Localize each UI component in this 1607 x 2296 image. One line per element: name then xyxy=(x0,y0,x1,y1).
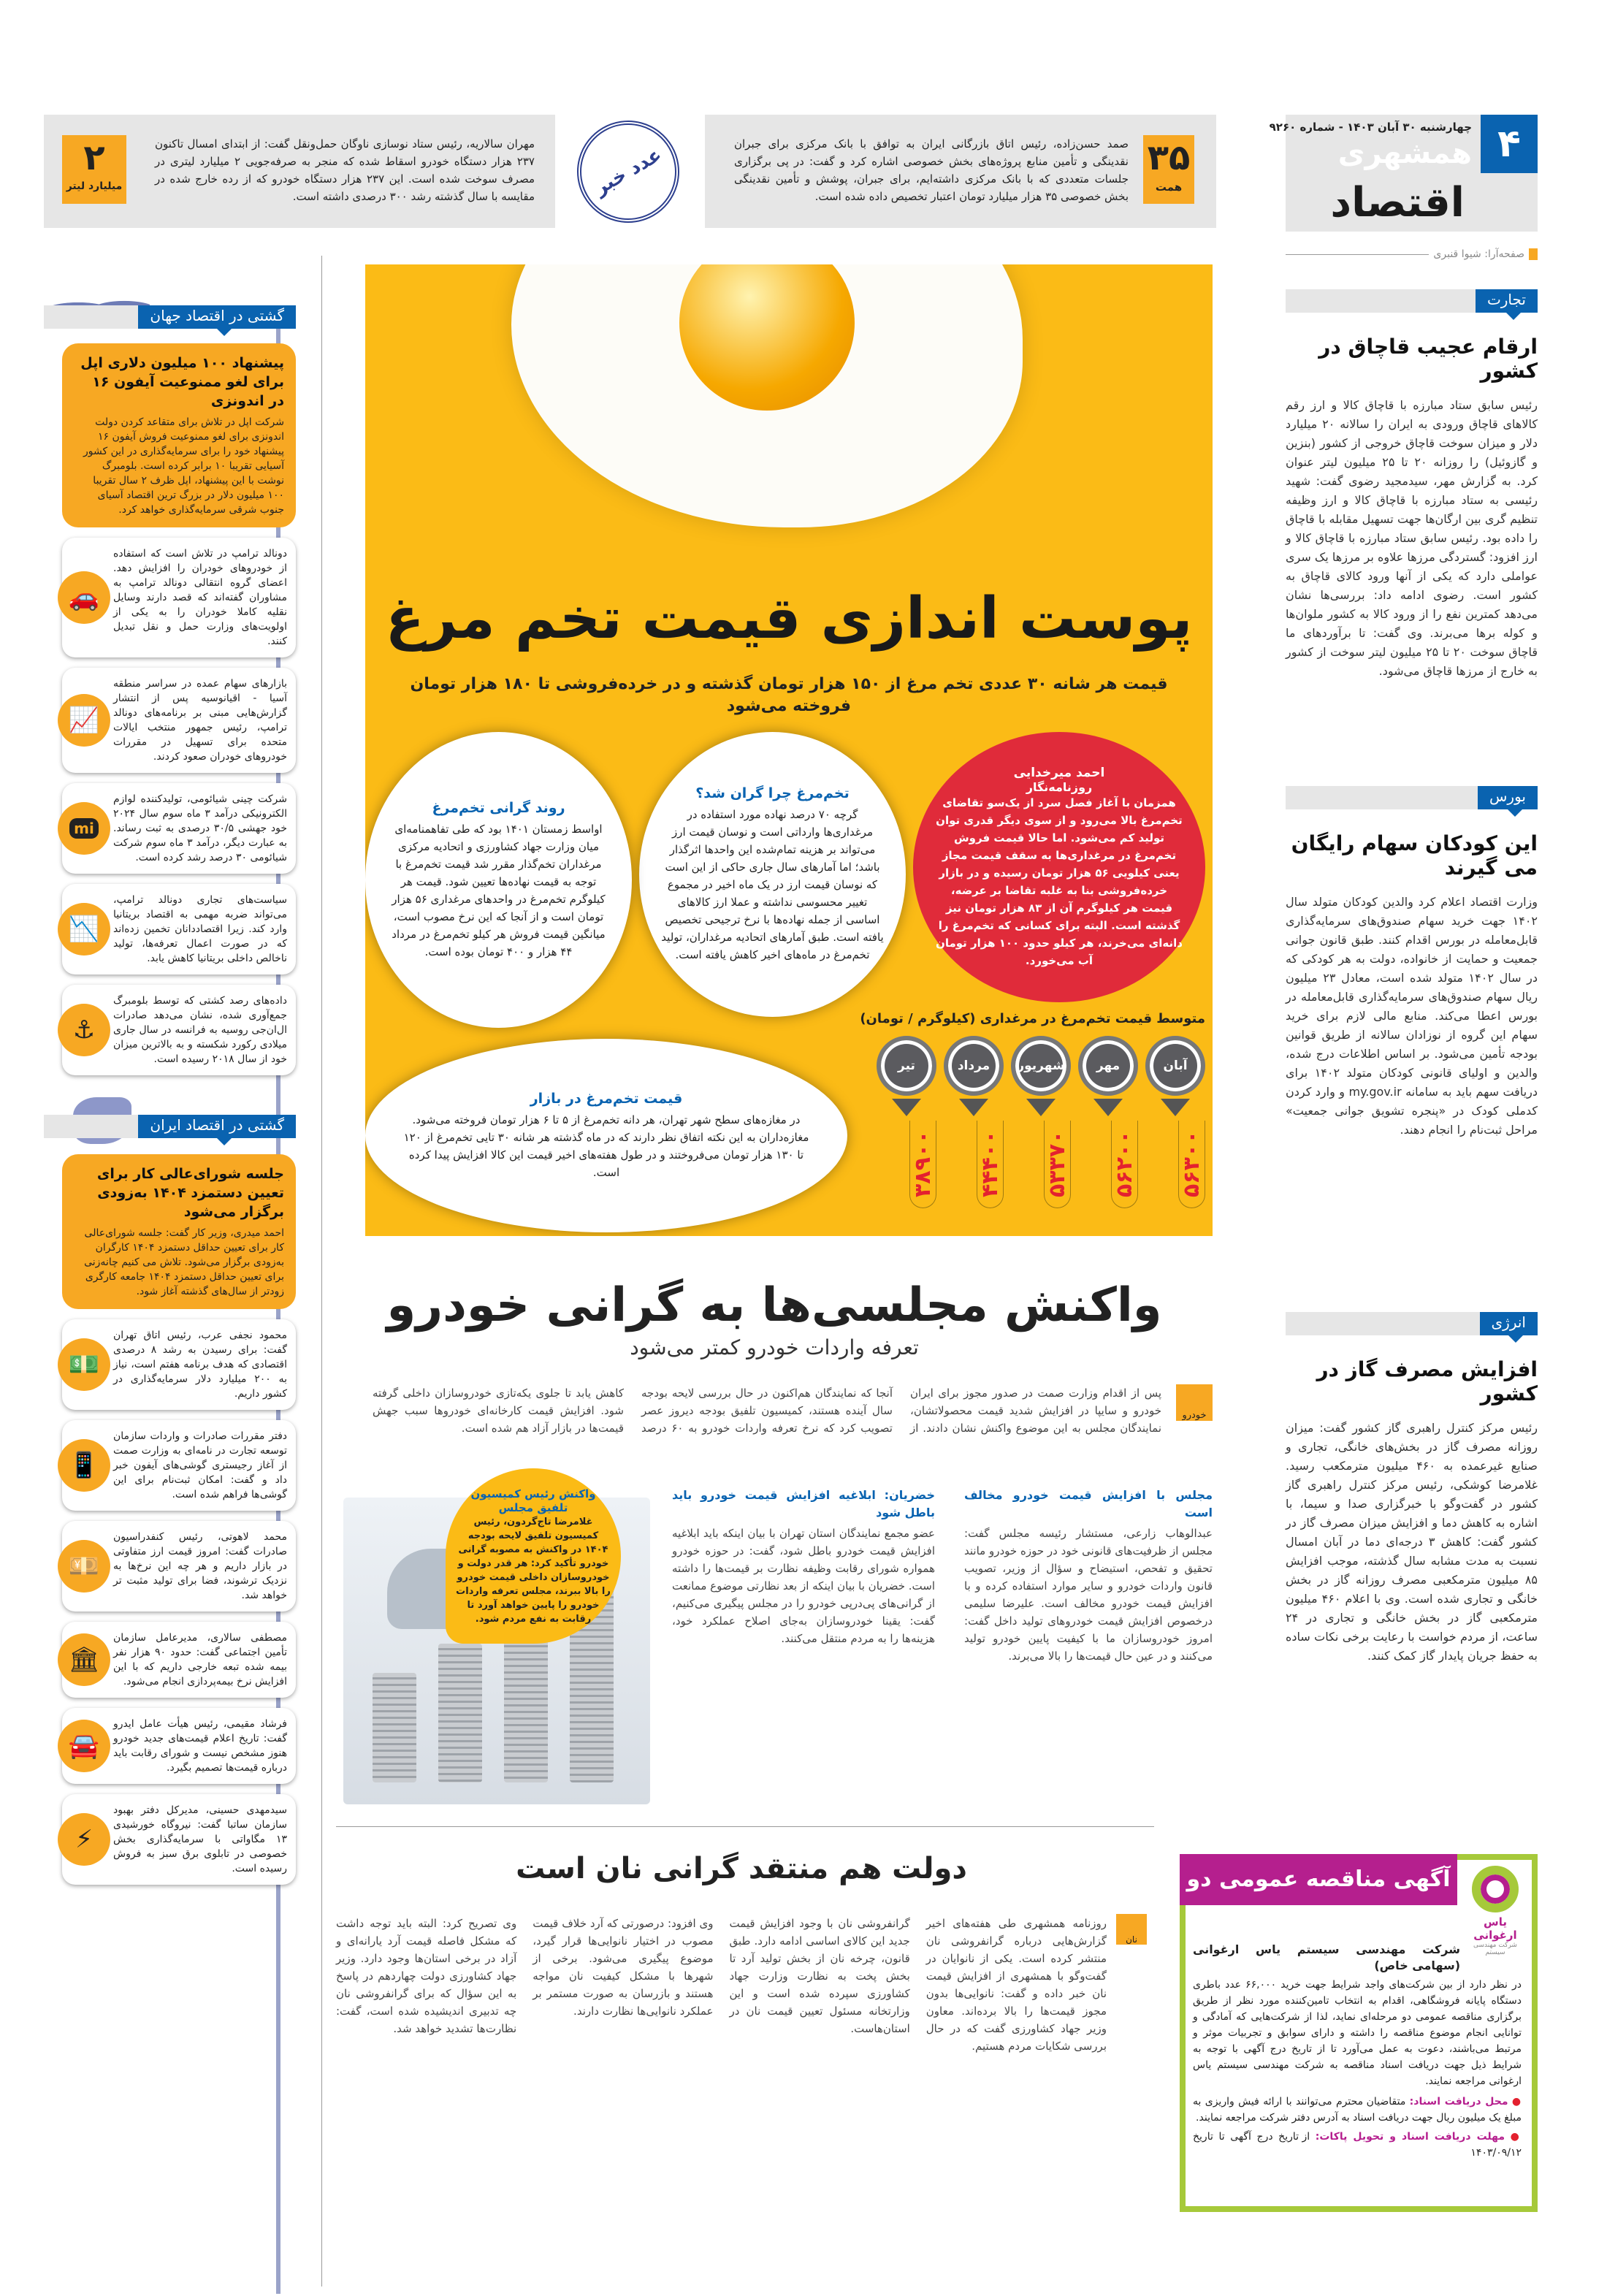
orange-marker-icon xyxy=(1529,248,1538,260)
callout-text: غلامرضا تاج‌گردون، رئیس کمیسیون تلفیق لایحه بودجه ۱۴۰۴ در واکنش به مصوبه گرانی خودرو تأکید کرد: هر قدر دولت و خودروسازان داخلی قیمت خودرو را بالا ببرند، مجلس تعرفه واردات خودرو را پایین خواهد آورد تا رقابت به نفع مردم شود. xyxy=(456,1517,611,1625)
arrow-down-icon xyxy=(892,1099,921,1116)
bar-value: ۵۶۲۰۰ xyxy=(1111,1121,1138,1208)
ad-place: ● محل دریافت اسناد: متقاضیان محترم می‌توانند با ارائه فیش واریزی به مبلغ یک میلیون ریال جهت دریافت اسناد به آدرس دفتر شرکت مراجعه نمایند. xyxy=(1193,2096,1522,2124)
number-value: ۳۵ xyxy=(1147,137,1191,178)
tag-label: تجارت xyxy=(1476,289,1538,313)
arrow-down-icon xyxy=(959,1099,988,1116)
article-trade xyxy=(1286,289,1538,786)
article-bourse xyxy=(1286,786,1538,1312)
month-label: آبان xyxy=(1145,1036,1205,1096)
item-text: داده‌های رصد کشتی که توسط بلومبرگ جمع‌آوری شده، نشان می‌دهد صادرات ال‌ان‌جی روسیه به فرانسه در سال جاری میلادی رکورد شکسته و به بالاترین میزان خود از سال ۲۰۱۸ رسیده است. xyxy=(113,995,287,1065)
tender-ad xyxy=(1180,1854,1538,2212)
chart-bar xyxy=(1011,1036,1071,1208)
trend-circle xyxy=(365,732,632,1028)
news-number-text: مهران سالاریه، رئیس ستاد نوسازی ناوگان حمل‌ونقل گفت: از ابتدای امسال تاکنون ۲۳۷ هزار دستگاه خودرو اسقاط شده که منجر به صرفه‌جویی ۲ میلیارد لیتری در مصرف سوخت شده است. این ۲۳۷ هزار دستگاه خودرو که از رده خارج شده در مقایسه با سال گذشته رشد ۳۰۰ درصدی داشته است. xyxy=(155,137,535,203)
decline-chart-icon: 📉 xyxy=(58,903,110,956)
chart-title: متوسط قیمت تخم‌مرغ در مرغداری (کیلوگرم / تومان) xyxy=(860,1011,1205,1026)
growth-chart-icon: 📈 xyxy=(58,694,110,747)
section-body: عبدالوهاب زارعی، مستشار رئیسه مجلس گفت: مجلس از ظرفیت‌های قانونی خود در حوزه خودرو مانند تحقیق و تفحص، استیضاح و سؤال از وزیر، تصویب قانون واردات خودرو و سایر موارد استفاده کرده و با افزایش قیمت خودرو مخالف است. علیرضا سلیمی درخصوص افزایش قیمت خودروهای تولید داخل گفت: امروز خودروسازان ما با کیفیت پایین خودرو تولید می‌کنند و در عین حال قیمت‌ها را بالا می‌برند. xyxy=(964,1527,1213,1663)
iran-header xyxy=(44,1097,296,1144)
item-text: دفتر مقررات صادرات و واردات سازمان توسعه تجارت در نامه‌ای به وزارت صمت از آغاز رجیستری گوشی‌های آیفون خبر داد و گفت: امکان ثبت‌نام برای این گوشی‌ها فراهم شده است. xyxy=(113,1430,287,1500)
article-body: وزارت اقتصاد اعلام کرد والدین کودکان متولد سال ۱۴۰۲ جهت خرید سهام صندوق‌های سرمایه‌گذاری قابل‌معامله در بورس اقدام کنند. طبق قانون جوانی جمعیت و حمایت از خانواده، دولت به هر کودکی که در سال ۱۴۰۲ متولد شده است، معادل ۲۳ میلیون ریال سهام صندوق‌های سرمایه‌گذاری قابل‌معامله در بورس اعطا می‌کند. منابع مالی لازم برای خرید سهام این گروه از نوزادان سالانه از طریق قوانین بودجه تأمین می‌شود. بر اساس اطلاعات درج شده، والدین و اولیای قانونی کودکان متولد ۱۴۰۲ برای دریافت سهم باید به سامانه my.gov.ir و وارد کردن کدملی کودک در «پنجره تشویق جوانی جمعیت» مراحل ثبت‌نام را انجام دهند. xyxy=(1286,895,1538,1137)
iran-item xyxy=(62,1622,296,1698)
section-tag xyxy=(1286,1312,1538,1335)
egg-subtitle: قیمت هر شانه ۳۰ عددی تخم مرغ از ۱۵۰ هزار تومان گذشته و در خرده‌فروشی تا ۱۸۰ هزار تومان فروخته می‌شود xyxy=(410,675,1168,715)
money-stack-icon: 💵 xyxy=(58,1338,110,1391)
callout-bubble xyxy=(446,1468,621,1644)
bread-headline: دولت هم منتقد گرانی نان است xyxy=(516,1852,967,1885)
car-headline: واکنش مجلسی‌ها به گرانی خودرو xyxy=(386,1278,1162,1332)
article-title: این کودکان سهام رایگان می گیرند xyxy=(1291,831,1538,880)
circle-title: قیمت تخم‌مرغ در بازار xyxy=(530,1090,683,1107)
month-label: شهریور xyxy=(1011,1036,1071,1096)
lead-body: احمد میدری، وزیر کار گفت: جلسه شورای‌عالی کار برای تعیین حداقل دستمزد ۱۴۰۴ کارگران به‌زودی برگزار می‌شود. تلاش می کنیم چانه‌زنی برای تعیین حداقل دستمزد ۱۴۰۴ جامعه کارگری زودتر از سال‌های گذشته آغاز شود. xyxy=(84,1227,284,1297)
section-title: خضریان: ابلاغیه افزایش قیمت خودرو باید باطل شود xyxy=(672,1488,935,1519)
callout-title: واکنش رئیس کمیسیون تلفیق مجلس xyxy=(470,1487,596,1514)
author-role: روزنامه‌نگار xyxy=(1026,779,1093,794)
column-divider xyxy=(321,256,322,2287)
number-badge xyxy=(62,135,126,204)
egg-feature xyxy=(365,264,1213,1236)
divider xyxy=(336,1826,1154,1827)
item-text: محمد لاهوتی، رئیس کنفدراسیون صادرات گفت: امروز قیمت ارز متفاوتی در بازار داریم و هر چه این نرخ‌ها به نزدیک ترشوند، فضا برای تولید مثبت تر خواهد شد. xyxy=(113,1531,287,1601)
left-sidebar xyxy=(44,292,296,1885)
bread-col: وی تصریح کرد: البته باید توجه داشت که مشکل فاصله قیمت آرد یارانه‌ای و آزاد در برخی استان‌ها وجود دارد. وزیر جهاد کشاورزی دولت چهاردهم در پاسخ به این سؤال که برای گرانفروشی نان چه تدبیری اندیشیده شده است، گفت: نظارت‌ها تشدید خواهد شد. xyxy=(336,1917,517,2035)
kicker-label: خودرو xyxy=(1182,1410,1207,1421)
month-label: مهر xyxy=(1078,1036,1138,1096)
author-name: احمد میرخدایی xyxy=(1013,765,1105,780)
arrow-down-icon xyxy=(1093,1099,1123,1116)
article-body: رئیس مرکز کنترل راهبری گاز کشور گفت: میزان روزانه مصرف گاز در بخش‌های خانگی، تجاری و صنایع غیرعمده به ۴۶۰ میلیون مترمکعب رسید. غلامرضا کوشکی، رئیس مرکز کنترل راهبری گاز کشور در گفت‌وگو با خبرگزاری صدا و سیما، با اشاره به کاهش دما و افزایش میزان مصرف گاز در کشور گفت: کاهش ۳ درجه‌ای دما در آبان امسال نسبت به مدت مشابه سال گذشته، موجب افزایش ۸۵ میلیون مترمکعبی مصرف روزانه گاز در بخش خانگی و تجاری شده است. وی با اعلام ۴۶۰ میلیون مترمکعبی گاز در بخش خانگی و تجاری در ۲۴ ساعت، از مردم خواست با رعایت برخی نکات ساده به حفظ جریان پایدار گاز کمک کنند. xyxy=(1286,1421,1538,1663)
month-label: مرداد xyxy=(944,1036,1004,1096)
iran-item xyxy=(62,1319,296,1410)
kicker-label: نان xyxy=(1126,1934,1137,1945)
arrow-down-icon xyxy=(1026,1099,1056,1116)
circle-text: اواسط زمستان ۱۴۰۱ بود که طی تفاهمنامه‌ای میان وزارت جهاد کشاورزی و اتحادیه مرکزی مرغداران تخم‌گذار مقرر شد قیمت تخم‌مرغ با توجه به قیمت نهاده‌ها تعیین شود. قیمت هر کیلوگرم تخم‌مرغ در واحدهای مرغداری ۵۶ هزار تومان است و از آنجا که این نرخ مصوب است، میانگین قیمت فروش هر کیلو تخم‌مرغ در مرداد ۴۴ هزار و ۴۰۰ تومان بوده است. xyxy=(392,822,606,958)
bar-value: ۵۳۳۷۰ xyxy=(1044,1121,1071,1208)
world-item xyxy=(62,538,296,657)
ad-company: شرکت مهندسی سیستم یاس ارغوانی (سهامی خاص) xyxy=(1193,1942,1460,1972)
circle-text: گرچه ۷۰ درصد نهاده مورد استفاده در مرغداری‌ها وارداتی است و نوسان قیمت ارز می‌تواند بر هزینه تمام‌شده این واحدها اثرگذار باشد؛ اما آمارهای سال جاری حاکی از این است که نوسان قیمت ارز در یک ماه اخیر در مجموع تغییر محسوسی نداشته و عملا ارز کالاهای اساسی از جمله نهاده‌ها با نرخ ترجیحی تخصیص یافته است. طبق آمارهای اتحادیه مرغداران، تولید تخم‌مرغ در ماه‌های اخیر کاهش یافته است. xyxy=(661,808,884,961)
item-text: دونالد ترامپ در تلاش است که استفاده از خودروهای خودران را افزایش دهد. اعضای گروه انتقالی دونالد ترامپ به مشاوران گفته‌اند که قصد دارند وسایل نقلیه کاملا خودران را به یکی از اولویت‌های وزارت حمل و نقل تبدیل کنند. xyxy=(113,548,287,647)
circle-title: روند گرانی تخم‌مرغ xyxy=(432,799,565,816)
tag-label: انرژی xyxy=(1480,1312,1538,1335)
car-section-2 xyxy=(672,1487,935,1647)
ad-body xyxy=(1193,1942,1522,2161)
chart-bar xyxy=(944,1036,1004,1208)
world-header xyxy=(44,292,296,333)
deadline-label: مهلت دریافت اسناد و تحویل پاکات: xyxy=(1315,2131,1505,2143)
ad-deadline: ● مهلت دریافت اسناد و تحویل پاکات: از تاریخ درج آگهی تا تاریخ ۱۴۰۳/۰۹/۱۲ xyxy=(1193,2131,1522,2159)
world-item xyxy=(62,783,296,874)
divider xyxy=(1286,254,1429,255)
circle-text: در مغازه‌های سطح شهر تهران، هر دانه تخم‌مرغ از ۵ تا ۶ هزار تومان فروخته می‌شود. مغازه‌داران به این نکته اتفاق نظر دارند که در ماه گذشته هر شانه ۳۰ تایی تخم‌مرغ از ۱۲۰ تا ۱۳۰ هزار تومان می‌فروختند و در طول هفته‌های اخیر قیمت این کالا افزایش پیدا کرده است. xyxy=(403,1113,809,1179)
bread-story xyxy=(336,1841,1147,2055)
bank-icon: 🏛 xyxy=(58,1633,110,1686)
egg-headline: پوست اندازی قیمت تخم مرغ xyxy=(385,586,1193,652)
issue-date: چهارشنبه ۳۰ آبان ۱۴۰۳ - شماره ۹۲۶۰ xyxy=(1269,121,1472,134)
item-text: شرکت چینی شیائومی، تولیدکننده لوازم الکترونیکی درآمد ۳ ماه سوم سال ۲۰۲۴ خود جهشی ۳۰/۵ درصدی به ثبت رساند. به عبارت دیگر، درآمد ۳ ماه سوم شرکت شیائومی ۳۰ درصد رشد کرده است. xyxy=(113,793,288,863)
credit-text: صفحه‌آرا: شیوا قنبری xyxy=(1433,248,1524,260)
car-lead: پس از اقدام وزارت صمت در صدور مجوز برای ایران خودرو و سایپا در افزایش شدید قیمت محصولاتشان، نمایندگان مجلس به این موضوع واکنش نشان دادند. از آنجا که نمایندگان هم‌اکنون در حال بررسی لایحه بودجه سال آینده هستند، کمیسیون تلفیق بودجه دیروز عصر تصویب کرد که نرخ تعرفه واردات خودرو به ۶۰ درصد کاهش یابد تا جلوی یکه‌تازی خودروسازان داخلی گرفته شود. افزایش قیمت کارخانه‌ای خودروها سبب جهش قیمت‌ها در بازار آزاد هم شده است. xyxy=(373,1387,1161,1435)
phone-icon: 📱 xyxy=(58,1439,110,1492)
ad-text: در نظر دارد از بین شرکت‌های واجد شرایط جهت خرید ۶۶,۰۰۰ عدد باطری دستگاه پایانه فروشگاهی، اقدام به انتخاب تامین‌کننده مورد نظر از طریق برگزاری مناقصه عمومی دو مرحله‌ای نماید، لذا از شرکت‌هایی که آمادگی و توانایی انجام موضوع مناقصه را داشته و دارای سوابق و تجربیات موثر و مرتبط می‌باشند، دعوت به عمل می‌آورد تا از تاریخ درج آگهی با توجه به شرایط ذیل جهت دریافت اسناد مناقصه به شرکت مهندسی سیستم یاس ارغوانی مراجعه نمایند. xyxy=(1193,1979,1522,2087)
bread-kicker xyxy=(1116,1914,1147,1945)
world-item xyxy=(62,985,296,1075)
price-chart xyxy=(860,1011,1205,1230)
article-title: افزایش مصرف گاز در کشور xyxy=(1316,1357,1538,1406)
cash-icon: 💴 xyxy=(58,1540,110,1593)
article-title: ارقام عجیب قاچاق در کشور xyxy=(1318,335,1538,383)
iran-item xyxy=(62,1708,296,1784)
deadline-text: از تاریخ درج آگهی تا تاریخ ۱۴۰۳/۰۹/۱۲ xyxy=(1193,2131,1522,2159)
ad-title: آگهی مناقصه عمومی دو مرحله‌ای xyxy=(1180,1854,1457,1905)
lead-title: پیشنهاد ۱۰۰ میلیون دلاری اپل برای لغو ممنوعیت آیفون ۱۶ در اندونزی xyxy=(80,355,284,409)
bar-value: ۵۶۳۰۰ xyxy=(1178,1121,1205,1208)
fried-egg-image xyxy=(511,264,1023,527)
flower-logo-icon xyxy=(1472,1866,1519,1912)
section-tag xyxy=(1286,289,1538,313)
article-energy xyxy=(1286,1312,1538,1666)
car-story xyxy=(336,1264,1213,1826)
tag-label: گشتی در اقتصاد جهان xyxy=(138,305,296,329)
tag-label: بورس xyxy=(1478,786,1538,809)
item-text: محمود نجفی عرب، رئیس اتاق تهران گفت: برای رسیدن به رشد ۸ درصدی اقتصادی که هدف برنامه هفتم است، نیاز به ۲۰۰ میلیارد دلار سرمایه‌گذاری در کشور داریم. xyxy=(113,1330,288,1400)
yolk xyxy=(679,264,855,411)
bread-col: گرانفروشی نان با وجود افزایش قیمت جدید این کالای اساسی ادامه دارد. طبق قانون، چرخه نان از بخش تولید آرد تا بخش پخت به نظارت وزارت جهاد کشاورزی سپرده شده است و این وزارتخانه مسئول تعیین قیمت نان در استان‌هاست. xyxy=(729,1917,910,2035)
iran-tag xyxy=(44,1115,296,1138)
news-number-text: صمد حسن‌زاده، رئیس اتاق بازرگانی ایران به توافق با بانک مرکزی برای جبران نقدینگی و تأمین منابع پروژه‌های بخش خصوصی اشاره کرد و گفت: در پی برگزاری جلسات متعددی که با بانک مرکزی داشته‌ایم، برای جبران، پوشش و تأمین نقدینگی بخش خصوصی ۳۵ هزار میلیارد تومان اعتبار تخصیص داده شده است. xyxy=(734,137,1129,203)
ship-icon: ⚓ xyxy=(58,1004,110,1056)
article-body: رئیس سابق ستاد مبارزه با قاچاق کالا و ارز رقم کالاهای قاچاق ورودی به ایران را سالانه ۲۰ میلیارد دلار و میزان سوخت قاچاق خروجی از کشور (بنزین و گازوئیل) را روزانه ۲۰ تا ۲۵ میلیون لیتر عنوان کرد. به گزارش مهر، سیدمجید رضوی گفت: شهید رئیسی به ستاد مبارزه با قاچاق کالا و ارز وظیفه تنظیم گری بین ارگان‌ها جهت تسهیل مقابله با قاچاق را داده بود. رئیس سابق ستاد مبارزه با قاچاق کالا و ارز افزود: گستردگی مرزها علاوه بر مرزها یک سری عواملی دارد که یکی از آنها ورود کالای قاچاق به کشور است. رضوی ادامه داد: بررسی‌ها نشان می‌دهد کمترین نفع را از ورود کالا به کشور ملوان‌ها و کوله برها می‌برند. وی گفت: تا برآوردهای ما قاچاق سوخت ۲۰ تا ۲۵ میلیون لیتر سوخت از کشور به خارج از مرزها قاچاق می‌شود. xyxy=(1286,398,1538,678)
item-text: سیدمهدی حسینی، مدیرکل دفتر بهبود سازمان ساتبا گفت: نیروگاه خورشیدی ۱۳ مگاواتی با سرمایه‌گذاری بخش خصوصی در تابلوی برق سبز به فروش رسیده است. xyxy=(113,1804,287,1874)
market-circle xyxy=(365,1039,847,1232)
logo-subtext: شرکت مهندسی سیستم xyxy=(1473,1942,1517,1956)
number-value: ۲ xyxy=(83,137,105,178)
section-title: مجلس با افزایش قیمت خودرو مخالف است xyxy=(964,1488,1213,1519)
item-text: مصطفی سالاری، مدیرعامل سازمان تأمین اجتماعی گفت: حدود ۹۰ هزار نفر بیمه شده تبعه خارجی داریم که با این افزایش نرخ بیمه‌پردازی انجام می‌شود. xyxy=(113,1632,287,1687)
number-badge xyxy=(1143,135,1194,204)
number-unit: همت xyxy=(1155,180,1183,194)
item-text: سیاست‌های تجاری دونالد ترامپ، می‌تواند ضربه مهمی به اقتصاد بریتانیا وارد کند. زیرا اقتصاددانان تخمین زده‌اند که در صورت اعمال تعرفه‌ها، تولید ناخالص داخلی بریتانیا کاهش یابد. xyxy=(113,894,287,964)
why-circle xyxy=(639,732,906,1017)
arrow-down-icon xyxy=(1161,1099,1190,1116)
section-tag xyxy=(1286,786,1538,809)
car-front-icon: 🚘 xyxy=(58,1720,110,1772)
chart-bar xyxy=(1145,1036,1205,1208)
coin-stack xyxy=(438,1644,482,1782)
iran-item xyxy=(62,1521,296,1612)
logo-text: یاس ارغوانی xyxy=(1473,1915,1517,1942)
xiaomi-logo-icon: mi xyxy=(58,802,110,855)
month-label: تیر xyxy=(877,1036,936,1096)
car-icon: 🚗 xyxy=(58,571,110,624)
chart-bar xyxy=(1078,1036,1138,1208)
world-tag xyxy=(44,305,296,329)
news-number-left xyxy=(44,115,555,228)
item-text: فرشاد مقیمی، رئیس هیأت عامل ایدرو گفت: تاریخ اعلام قیمت‌های جدید خودرو هنوز مشخص نیست و شورای رقابت باید درباره قیمت‌ها تصمیم بگیرد. xyxy=(113,1718,287,1774)
coin-stack xyxy=(373,1673,416,1782)
news-number-stamp xyxy=(562,117,694,226)
lead-circle xyxy=(913,732,1205,1002)
lead-text: همزمان با آغاز فصل سرد از یک‌سو تقاضای تخم‌مرغ بالا می‌رود و از سوی دیگر قدری توان تولید کم می‌شود. اما حالا قیمت فروش تخم‌مرغ در مرغداری‌ها به سقف قیمت مجاز یعنی کیلویی ۵۶ هزار تومان رسیده و در بازار خرده‌فروشی بنا به غلبه تقاضا بر عرضه، قیمت هر کیلوگرم آن از ۸۳ هزار تومان نیز گذشته است. البته برای کسانی که تخم‌مرغ را دانه‌ای می‌خرند، هر کیلو حدود ۱۰۰ هزار تومان آب می‌خورد. xyxy=(936,796,1183,967)
car-section-1 xyxy=(964,1487,1213,1665)
paper-logo: همشهری xyxy=(1337,137,1472,170)
bread-col: روزنامه همشهری طی هفته‌های اخیر گزارش‌هایی درباره گرانفروشی نان منتشر کرده است. یکی از نانوایان در گفت‌وگو با همشهری از افزایش قیمت نان خبر داده و گفت: نانوایی‌ها بدون مجوز قیمت‌ها را بالا برده‌اند. معاون وزیر جهاد کشاورزی گفت که در حال بررسی شکایات مردم هستیم. xyxy=(925,1917,1107,2053)
world-item xyxy=(62,668,296,773)
bread-columns xyxy=(336,1915,1107,2055)
tag-label: گشتی در اقتصاد ایران xyxy=(138,1115,296,1138)
news-number-right xyxy=(705,115,1216,228)
bread-col: وی افزود: درصورتی که آرد خلاف قیمت مصوب در اختیار نانوایی‌ها قرار گیرد، موضوع پیگیری می‌شود. برخی از شهرها با مشکل کیفیت نان مواجه هستند و بازرسان به صورت مستمر بر عملکرد نانوایی‌ها نظارت دارند. xyxy=(533,1917,714,2018)
world-lead-box xyxy=(62,343,296,527)
masthead xyxy=(1269,115,1538,232)
car-subtitle: تعرفه واردات خودرو کمتر می‌شود xyxy=(630,1335,919,1359)
layout-credit xyxy=(1286,248,1538,260)
chart-bar xyxy=(877,1036,936,1208)
bar-value: ۴۴۴۰۰ xyxy=(977,1121,1004,1208)
lightning-icon: ⚡ xyxy=(58,1813,110,1866)
lead-body: شرکت اپل در تلاش برای متقاعد کردن دولت اندونزی برای لغو ممنوعیت فروش آیفون ۱۶ پیشنهاد خود را برای سرمایه‌گذاری در این کشور آسیایی تقریبا ۱۰ برابر کرده است. بلومبرگ نوشت با این پیشنهاد، اپل ظرف ۲ سال تقریبا ۱۰۰ میلیون دلار در بزرگ ترین اقتصاد آسیای جنوب شرقی سرمایه‌گذاری خواهد کرد. xyxy=(83,416,284,516)
iran-lead-box xyxy=(62,1154,296,1309)
section-title: اقتصاد xyxy=(1330,179,1465,226)
iran-item xyxy=(62,1794,296,1885)
bar-value: ۳۸۹۰۰ xyxy=(909,1121,936,1208)
world-item xyxy=(62,884,296,975)
number-unit: میلیارد لیتر xyxy=(66,180,123,192)
right-column xyxy=(1286,248,1538,1666)
lead-title: جلسه شورای‌عالی کار برای تعیین دستمزد ۱۴۰۴ به‌زودی برگزار می‌شود xyxy=(96,1166,284,1220)
circle-title: تخم‌مرغ چرا گران شد؟ xyxy=(695,785,850,801)
car-kicker xyxy=(1176,1384,1213,1421)
section-body: عضو مجمع نمایندگان استان تهران با بیان اینکه باید ابلاغیه افزایش قیمت خودرو باطل شود، گفت: در حوزه خودرو همواره شورای رقابت وظیفه نظارت بر قیمت‌ها را داشته است. خضریان با بیان اینکه از بعد نظارتی موضوع ممانعت از گرانی‌های پی‌درپی خودرو را در مجلس پیگیری می‌کنیم، گفت: یقینا خودروسازان به‌جای اصلاح عملکرد خود، هزینه‌ها را به مردم منتقل می‌کنند. xyxy=(672,1527,935,1645)
item-text: بازارهای سهام عمده در سراسر منطقه آسیا - اقیانوسیه پس از انتشار گزارش‌هایی مبنی بر برنامه‌های دونالد ترامپ، رئیس جمهور منتخب ایالات متحده برای تسهیل در مقررات خودروهای خودران صعود کردند. xyxy=(113,678,287,763)
stamp-icon: عدد خبر xyxy=(558,102,698,241)
iran-item xyxy=(62,1420,296,1511)
place-label: محل دریافت اسناد: xyxy=(1409,2096,1508,2108)
page-number: ۴ xyxy=(1481,115,1538,173)
place-text: متقاضیان محترم می‌توانند با ارائه فیش واریزی به مبلغ یک میلیون ریال جهت دریافت اسناد به آدرس دفتر شرکت مراجعه نمایند. xyxy=(1193,2096,1522,2124)
